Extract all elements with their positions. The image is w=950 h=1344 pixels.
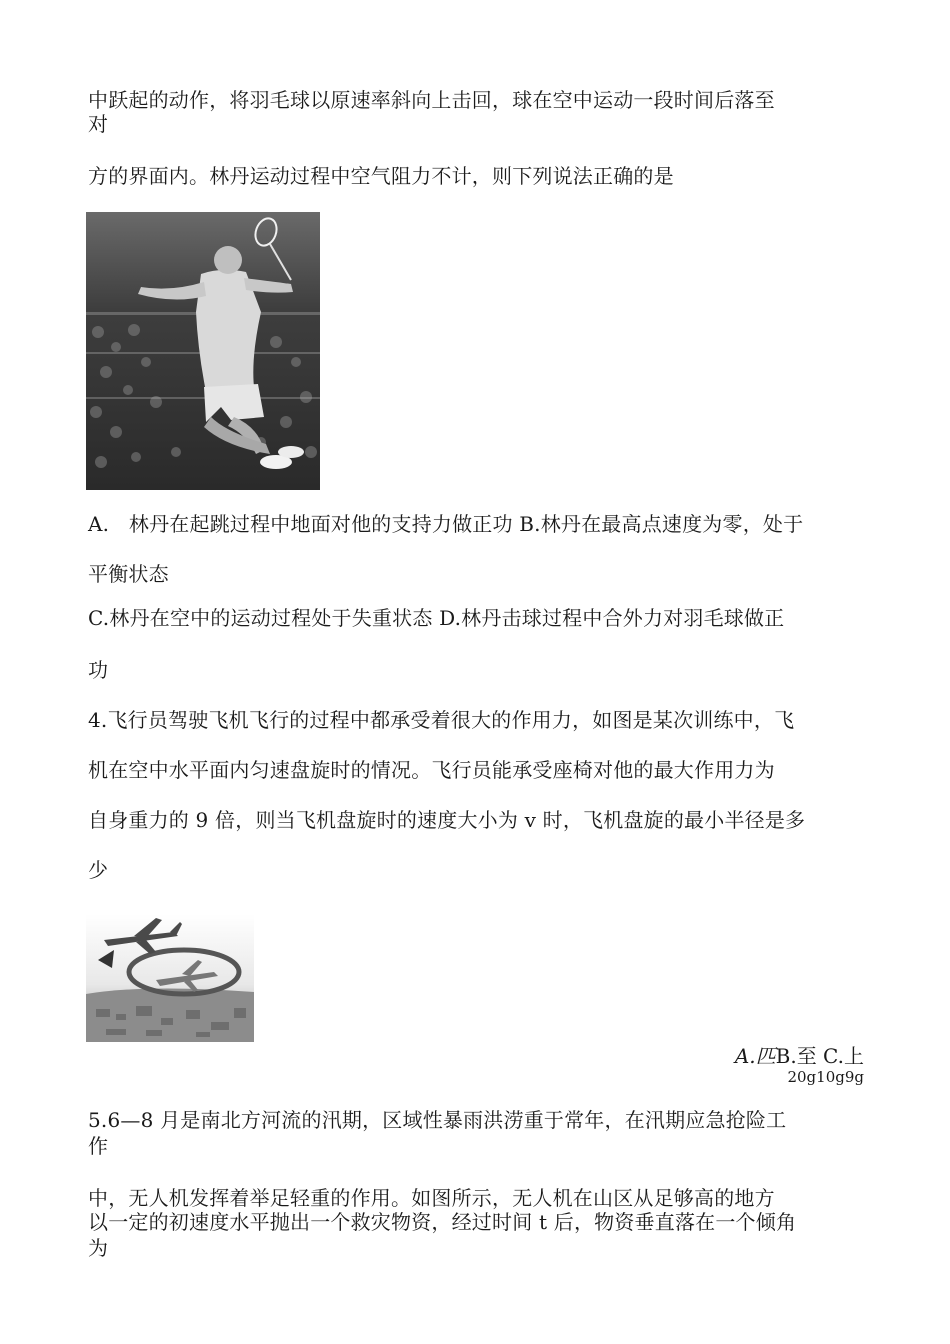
option-a-b-text: 林丹在起跳过程中地面对他的支持力做正功 B.林丹在最高点速度为零，处于 — [128, 512, 804, 536]
q4-answer-denominators: 20g10g9g — [787, 1068, 864, 1086]
badminton-player-photo — [86, 212, 320, 490]
q5-text-line-4: 为 — [88, 1236, 109, 1260]
q5-text-line-1-wrap: 作 — [88, 1134, 109, 1158]
q3-text-line-1: 中跃起的动作，将羽毛球以原速率斜向上击回，球在空中运动一段时间后落至 — [88, 88, 775, 112]
q4-text-line-3: 自身重力的 9 倍，则当飞机盘旋时的速度大小为 v 时，飞机盘旋的最小半径是多 — [88, 808, 806, 832]
q4-text-line-4: 少 — [88, 858, 109, 882]
q5-text-line-1: 5.6—8 月是南北方河流的汛期，区域性暴雨洪涝重于常年，在汛期应急抢险工 — [88, 1108, 787, 1132]
q5-text-line-3: 以一定的初速度水平抛出一个救灾物资，经过时间 t 后，物资垂直落在一个倾角 — [88, 1210, 797, 1234]
airplane-circling-photo — [86, 914, 254, 1042]
q3-option-a-b — [88, 512, 803, 536]
option-a-label: A. — [88, 512, 110, 536]
q3-text-line-1-wrap: 对 — [88, 112, 109, 136]
q4-answer-choices — [735, 1044, 864, 1086]
q4-text-line-2: 机在空中水平面内匀速盘旋时的情况。飞行员能承受座椅对他的最大作用力为 — [88, 758, 775, 782]
q3-text-line-2: 方的界面内。林丹运动过程中空气阻力不计，则下列说法正确的是 — [88, 164, 674, 188]
q3-option-b-wrap: 平衡状态 — [88, 562, 169, 586]
q5-text-line-2: 中，无人机发挥着举足轻重的作用。如图所示，无人机在山区从足够高的地方 — [88, 1186, 775, 1210]
q4-answer-options — [735, 1044, 864, 1068]
q3-option-c-d: C.林丹在空中的运动过程处于失重状态 D.林丹击球过程中合外力对羽毛球做正 — [88, 606, 785, 630]
q4-answer-b-c: B.至 C.上 — [775, 1044, 864, 1068]
q3-option-d-wrap: 功 — [88, 658, 109, 682]
q4-answer-a: A.匹 — [734, 1044, 776, 1068]
q4-text-line-1: 4.飞行员驾驶飞机飞行的过程中都承受着很大的作用力，如图是某次训练中，飞 — [88, 708, 795, 732]
